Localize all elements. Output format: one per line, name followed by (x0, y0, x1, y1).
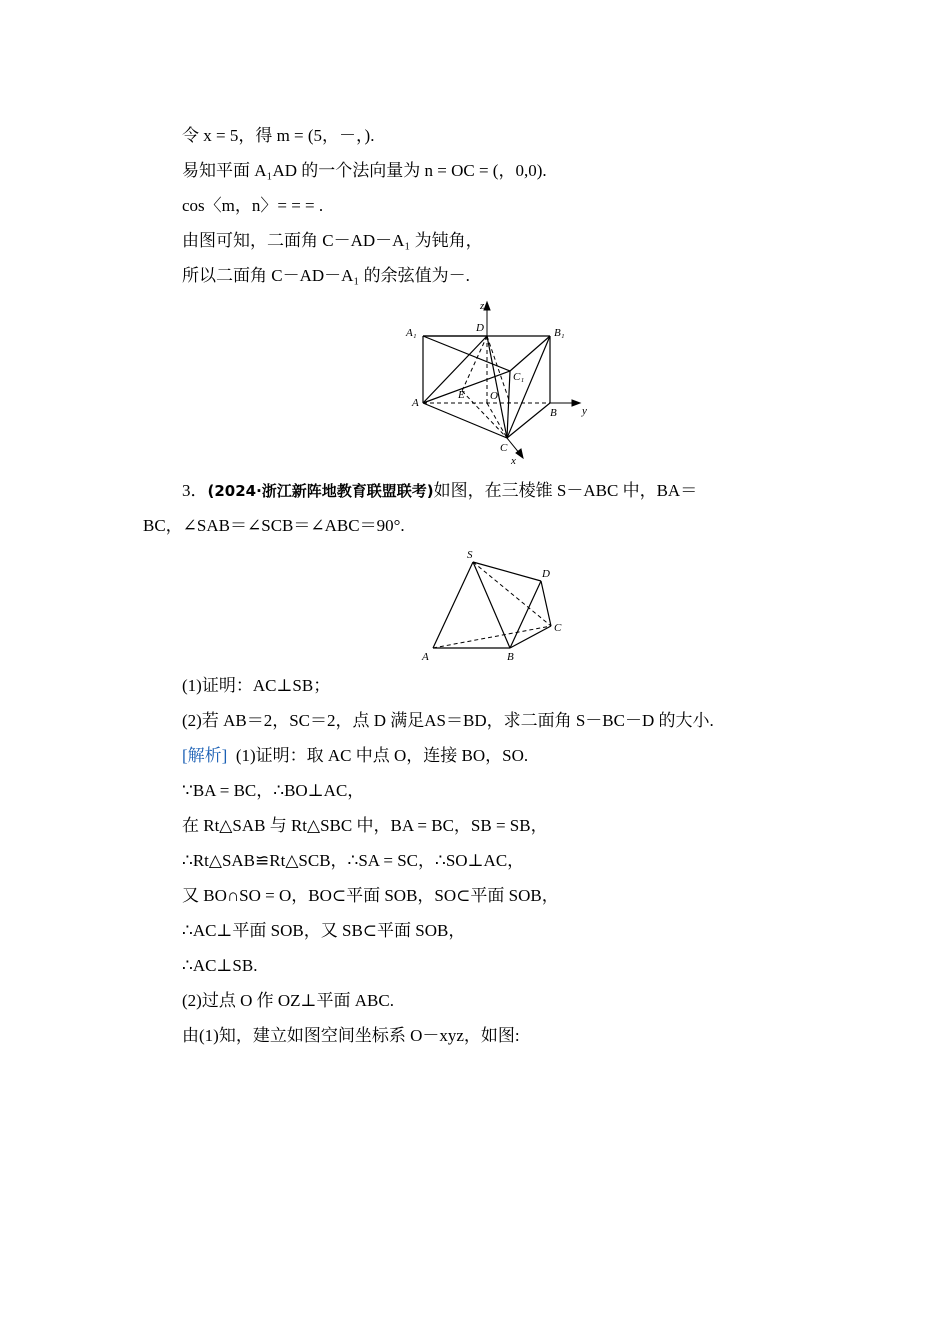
solution-line-1: ∵BA = BC，∴BO⊥AC， (182, 781, 365, 800)
dashed-e-c (462, 391, 507, 438)
problem-number: 3． (182, 481, 208, 500)
label-a1: A₁ (406, 327, 417, 339)
edge-b-c (510, 626, 551, 648)
label-c: C (554, 622, 562, 634)
text-line-4: 由图可知，二面角 C－AD－A₁ 为钝角， (182, 231, 483, 250)
edge-b-c (507, 403, 550, 438)
solution-line-7: (2)过点 O 作 OZ⊥平面 ABC. (182, 991, 394, 1010)
solution-line-4: 又 BO∩SO = O，BO⊂平面 SOB，SO⊂平面 SOB， (182, 886, 559, 905)
analysis-text: (1)证明：取 AC 中点 O，连接 BO，SO. (235, 746, 529, 765)
label-e: E (458, 389, 465, 401)
label-x: x (511, 455, 516, 466)
problem-source: (2024·浙江新阵地教育联盟联考) (207, 482, 434, 500)
label-b1: B₁ (554, 327, 565, 339)
z-arrow (484, 302, 490, 310)
question-1: (1)证明：AC⊥SB； (182, 676, 331, 695)
label-c1: C₁ (513, 371, 525, 383)
label-b: B (507, 651, 514, 663)
label-z: z (480, 300, 485, 312)
edge-a-d (423, 336, 487, 403)
edge-b1-c1 (510, 336, 550, 371)
question-2: (2)若 AB＝2，SC＝2，点 D 满足AS＝BD，求二面角 S－BC－D 的大小. (182, 711, 714, 730)
dashed-s-c (473, 562, 551, 626)
tetrahedron-figure (418, 546, 578, 666)
text-line-2: 易知平面 A₁AD 的一个法向量为 n = OC = (，0,0). (182, 161, 547, 180)
dashed-d-e (462, 336, 487, 391)
edge-b-d (510, 581, 541, 648)
label-b: B (550, 407, 557, 419)
label-s: S (467, 549, 473, 561)
edge-b1-c (507, 336, 550, 438)
label-d: D (476, 322, 484, 334)
y-arrow (572, 400, 580, 406)
solution-line-6: ∴AC⊥SB. (182, 956, 258, 975)
edge-c1-c (507, 371, 510, 438)
text-line-5: 所以二面角 C－AD－A₁ 的余弦值为－. (182, 266, 470, 285)
analysis-tag: [解析] (182, 746, 228, 765)
label-d: D (542, 568, 550, 580)
solution-line-8: 由(1)知，建立如图空间坐标系 O－xyz，如图: (182, 1026, 520, 1045)
problem-3-line-1 (182, 479, 697, 503)
label-a: A (422, 651, 429, 663)
solution-line-3: ∴Rt△SAB≌Rt△SCB，∴SA = SC，∴SO⊥AC， (182, 851, 525, 870)
text-line-1: 令 x = 5，得 m = (5，－，). (182, 126, 375, 145)
problem-text: 如图，在三棱锥 S－ABC 中，BA＝ (433, 481, 698, 500)
problem-3-line-2: BC，∠SAB＝∠SCB＝∠ABC＝90°. (143, 516, 405, 535)
label-c: C (500, 442, 508, 454)
text-line-3: cos〈m，n〉= = = . (182, 196, 324, 215)
solution-line-5: ∴AC⊥平面 SOB，又 SB⊂平面 SOB， (182, 921, 466, 940)
answer-line-1 (182, 744, 528, 768)
prism-figure (400, 296, 590, 466)
edge-s-d (473, 562, 541, 581)
edge-a-c (423, 403, 507, 438)
edge-s-a (433, 562, 473, 648)
solution-line-2: 在 Rt△SAB 与 Rt△SBC 中，BA = BC，SB = SB， (182, 816, 548, 835)
label-y: y (582, 405, 587, 417)
edge-d-c (487, 336, 507, 438)
label-o: O (490, 390, 498, 402)
dashed-a-c (433, 626, 551, 648)
label-a: A (412, 397, 419, 409)
edge-d-c (541, 581, 551, 626)
